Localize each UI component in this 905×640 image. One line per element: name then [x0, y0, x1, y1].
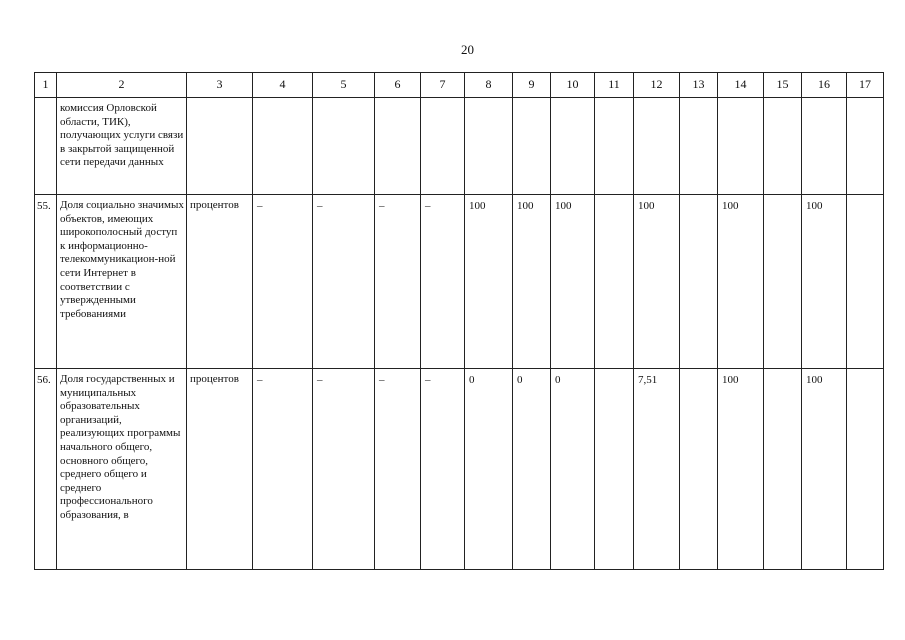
- row-number-cell: 56.: [35, 369, 57, 570]
- value-cell: 100: [465, 195, 513, 369]
- value-cell: [718, 98, 764, 195]
- value-cell: –: [313, 195, 375, 369]
- column-number-cell: 1: [35, 73, 57, 98]
- value-cell: 0: [551, 369, 595, 570]
- column-number-cell: 17: [847, 73, 884, 98]
- column-number-cell: 3: [187, 73, 253, 98]
- value-cell: 100: [551, 195, 595, 369]
- value-cell: [634, 98, 680, 195]
- value-cell: [465, 98, 513, 195]
- column-number-cell: 15: [764, 73, 802, 98]
- table-row: [35, 98, 884, 195]
- value-cell: [680, 195, 718, 369]
- value-cell: [847, 195, 884, 369]
- value-cell: [802, 98, 847, 195]
- column-number-cell: 16: [802, 73, 847, 98]
- value-cell: [680, 98, 718, 195]
- column-number-cell: 6: [375, 73, 421, 98]
- page-number: 20: [461, 42, 474, 57]
- value-cell: –: [253, 195, 313, 369]
- value-cell: 100: [802, 369, 847, 570]
- value-cell: [847, 369, 884, 570]
- column-number-cell: 2: [57, 73, 187, 98]
- column-number-cell: 10: [551, 73, 595, 98]
- indicator-description-cell: комиссия Орловской области, ТИК), получающих услуги связи в закрытой защищенной сети передачи данных: [57, 98, 187, 195]
- indicator-description-cell: Доля государственных и муниципальных образовательных организаций, реализующих программы начального общего, основного общего, среднего общего и среднего профессионального образования, в: [57, 369, 187, 570]
- value-cell: –: [375, 369, 421, 570]
- column-number-cell: 13: [680, 73, 718, 98]
- value-cell: –: [375, 195, 421, 369]
- unit-cell: процентов: [187, 195, 253, 369]
- column-number-cell: 12: [634, 73, 680, 98]
- value-cell: [313, 98, 375, 195]
- value-cell: 0: [465, 369, 513, 570]
- value-cell: 100: [634, 195, 680, 369]
- value-cell: 7,51: [634, 369, 680, 570]
- row-number-cell: [35, 98, 57, 195]
- value-cell: –: [421, 369, 465, 570]
- value-cell: 100: [718, 369, 764, 570]
- value-cell: [375, 98, 421, 195]
- value-cell: 100: [513, 195, 551, 369]
- value-cell: [253, 98, 313, 195]
- value-cell: –: [253, 369, 313, 570]
- column-number-cell: 4: [253, 73, 313, 98]
- unit-cell: [187, 98, 253, 195]
- column-number-cell: 5: [313, 73, 375, 98]
- value-cell: [764, 98, 802, 195]
- data-table: [34, 72, 884, 570]
- indicator-description-cell: Доля социально значимых объектов, имеющих широкополосный доступ к информационно-телекоммуникацион-ной сети Интернет в соответствии с утвержденными требованиями: [57, 195, 187, 369]
- value-cell: [595, 98, 634, 195]
- value-cell: [764, 195, 802, 369]
- value-cell: [680, 369, 718, 570]
- value-cell: –: [421, 195, 465, 369]
- table-row: [35, 369, 884, 570]
- column-number-cell: 14: [718, 73, 764, 98]
- row-number-cell: 55.: [35, 195, 57, 369]
- value-cell: 0: [513, 369, 551, 570]
- value-cell: [513, 98, 551, 195]
- column-number-row: [35, 73, 884, 98]
- value-cell: [595, 195, 634, 369]
- value-cell: [421, 98, 465, 195]
- value-cell: [595, 369, 634, 570]
- value-cell: –: [313, 369, 375, 570]
- column-number-cell: 8: [465, 73, 513, 98]
- column-number-cell: 11: [595, 73, 634, 98]
- value-cell: [847, 98, 884, 195]
- value-cell: 100: [718, 195, 764, 369]
- value-cell: [764, 369, 802, 570]
- unit-cell: процентов: [187, 369, 253, 570]
- column-number-cell: 9: [513, 73, 551, 98]
- column-number-cell: 7: [421, 73, 465, 98]
- value-cell: [551, 98, 595, 195]
- value-cell: 100: [802, 195, 847, 369]
- table-row: [35, 195, 884, 369]
